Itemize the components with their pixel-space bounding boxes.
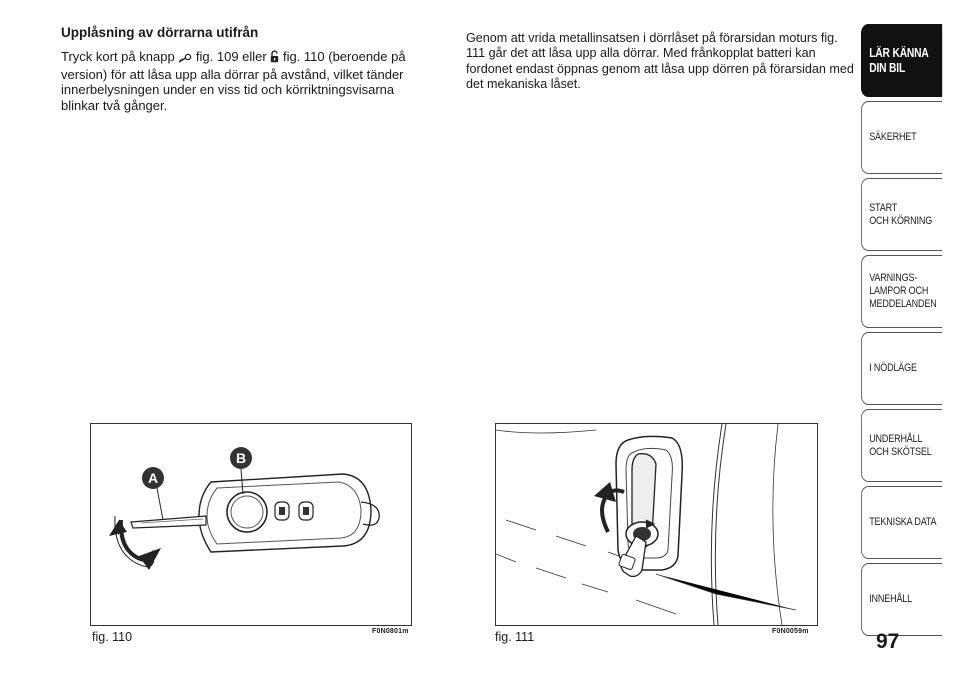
figure-111-image — [495, 423, 818, 626]
tab-innehall[interactable]: INNEHÅLL — [861, 563, 942, 636]
tab-lar-kanna-din-bil[interactable]: LÄR KÄNNA DIN BIL — [861, 24, 942, 97]
left-column — [61, 25, 431, 113]
right-column — [466, 31, 858, 93]
page-number: 97 — [876, 630, 900, 653]
section-heading: Upplåsning av dörrarna utifrån — [61, 25, 259, 40]
figure-111-caption: fig. 111 — [495, 630, 535, 644]
section-tab-bar — [861, 24, 960, 614]
tab-varningslampor[interactable]: VARNINGS- LAMPOR OCH MEDDELANDEN — [861, 255, 942, 328]
right-paragraph: Genom att vrida metallinsatsen i dörrlåset på förarsidan moturs fig. 111 går det att låsa upp alla dörrar. Med frånkopplat batteri kan fordonet endast öppnas genom att låsa upp dörren på förarsidan med det mekaniska låset. — [466, 31, 854, 92]
figure-110-image — [90, 423, 412, 626]
figure-110-code: F0N0801m — [372, 628, 409, 635]
tab-tekniska-data[interactable]: TEKNISKA DATA — [861, 486, 942, 559]
left-paragraph: Tryck kort på knapp fig. 109 eller fig. 110 (beroende på version) för att låsa upp alla dörrar på avstånd, vilket tänder innerbelysningen under en viss tid och körriktningsvisarna blinkar två gånger. — [61, 49, 406, 113]
tab-underhall-och-skotsel[interactable]: UNDERHÅLL OCH SKÖTSEL — [861, 409, 942, 482]
tab-sakerhet[interactable]: SÄKERHET — [861, 101, 942, 174]
padlock-icon — [270, 50, 279, 67]
tab-i-nodlage[interactable]: I NÖDLÄGE — [861, 332, 942, 405]
label-a: A — [147, 470, 159, 486]
label-b: B — [235, 450, 247, 466]
figure-110-caption: fig. 110 — [92, 630, 133, 644]
figure-111-code: F0N0059m — [772, 628, 809, 635]
tab-start-och-korning[interactable]: START OCH KÖRNING — [861, 178, 942, 251]
key-unlock-icon — [178, 51, 192, 67]
